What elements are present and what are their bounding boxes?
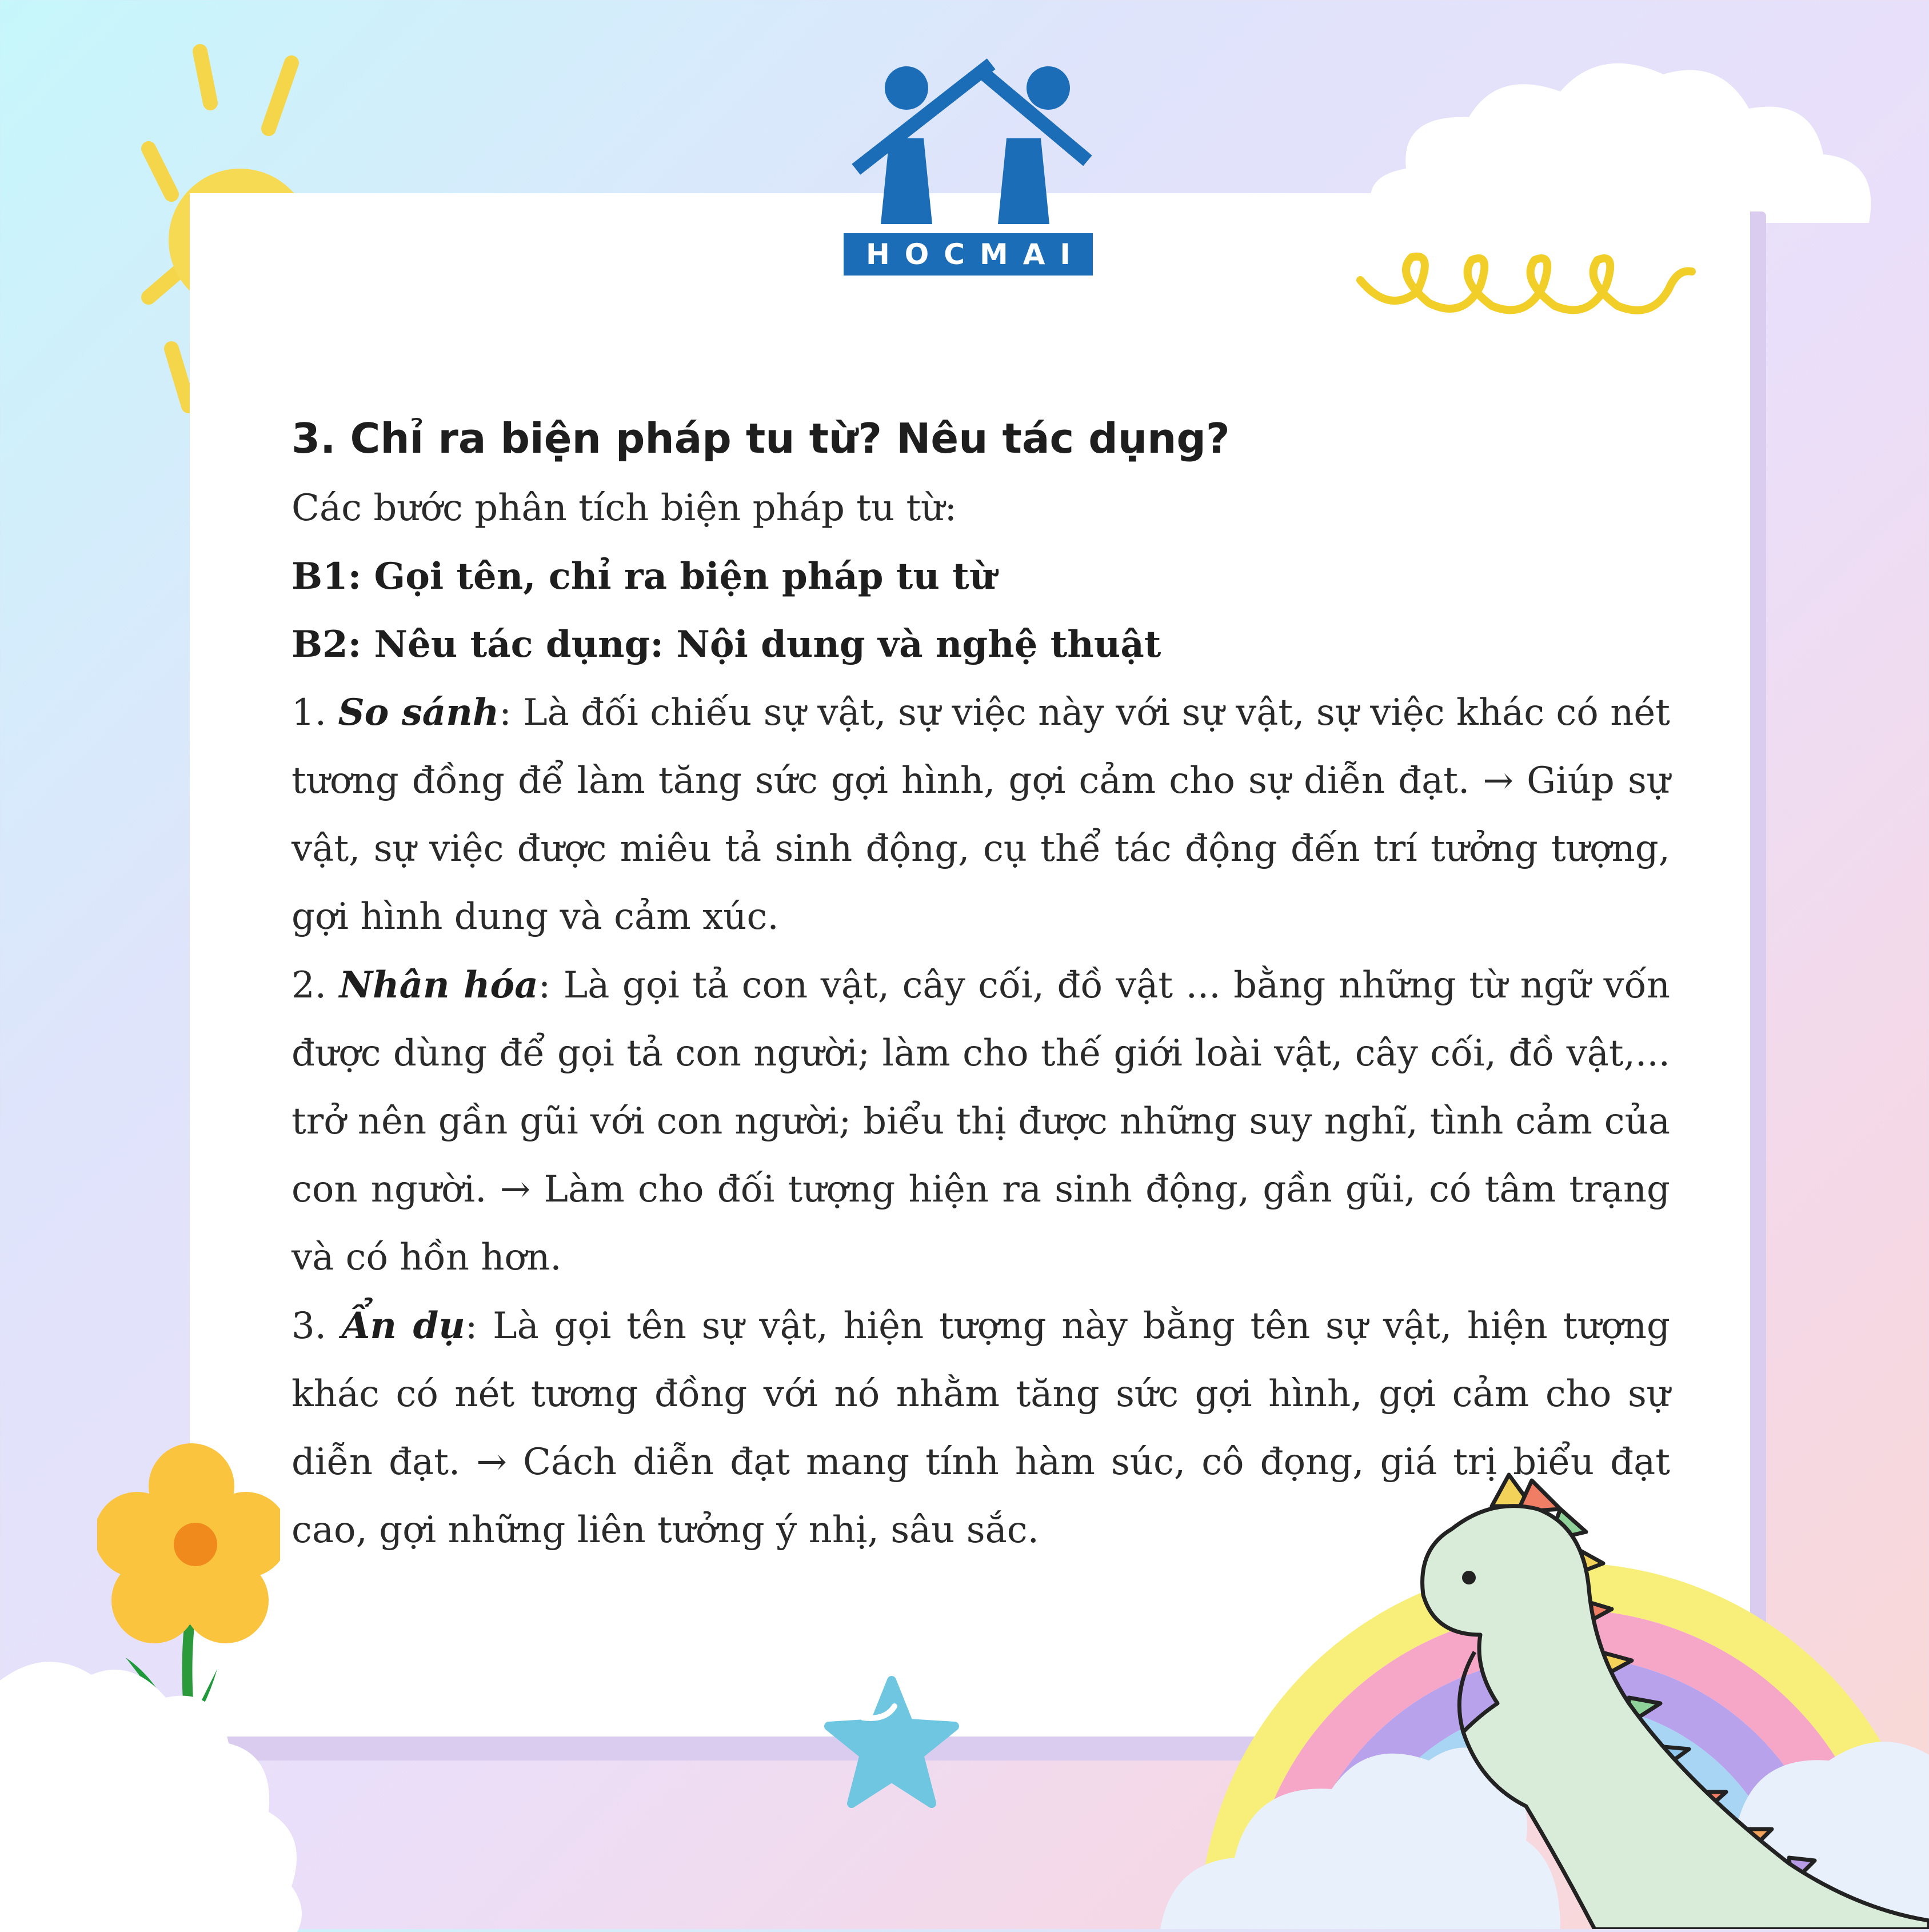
logo-text: HOCMAI <box>844 233 1093 276</box>
squiggle-icon <box>1349 240 1703 337</box>
content-area <box>291 405 1670 1564</box>
item-term: So sánh <box>338 691 500 734</box>
list-item-an-du <box>291 1292 1670 1564</box>
item-term: Ẩn dụ <box>341 1304 465 1347</box>
hocmai-figures-icon <box>844 47 1093 230</box>
hocmai-logo <box>844 47 1093 276</box>
list-item-nhan-hoa <box>291 951 1670 1292</box>
step-1: B1: Gọi tên, chỉ ra biện pháp tu từ <box>291 555 996 598</box>
list-item-so-sanh <box>291 678 1670 951</box>
star-icon <box>823 1675 960 1812</box>
item-term: Nhân hóa <box>339 964 538 1007</box>
item-number: 2. <box>291 964 327 1007</box>
item-number: 3. <box>291 1305 327 1347</box>
item-text: : Là gọi tả con vật, cây cối, đồ vật ... bằng những từ ngữ vốn được dùng để gọi tả con người; làm cho thế giới loài vật, cây cối, đồ vật,... trở nên gần gũi với con người; biểu thị được những suy nghĩ, tình cảm của con người. → Làm cho đối tượng hiện ra sinh động, gần gũi, có tâm trạng và có hồn hơn. <box>291 964 1671 1279</box>
section-heading: 3. Chỉ ra biện pháp tu từ? Nêu tác dụng? <box>291 414 1230 462</box>
cloud-icon <box>0 1646 320 1932</box>
item-number: 1. <box>291 692 327 734</box>
step-2: B2: Nêu tác dụng: Nội dung và nghệ thuật <box>291 623 1161 666</box>
item-text: : Là gọi tên sự vật, hiện tượng này bằng tên sự vật, hiện tượng khác có nét tương đồng với nó nhằm tăng sức gợi hình, gợi cảm cho sự diễn đạt. → Cách diễn đạt mang tính hàm súc, cô đọng, giá trị biểu đạt cao, gợi những liên tưởng ý nhị, sâu sắc. <box>291 1305 1671 1551</box>
item-text: : Là đối chiếu sự vật, sự việc này với sự vật, sự việc khác có nét tương đồng để làm tăng sức gợi hình, gợi cảm cho sự diễn đạt. → Giúp sự vật, sự việc được miêu tả sinh động, cụ thể tác động đến trí tưởng tượng, gợi hình dung và cảm xúc. <box>291 692 1670 938</box>
intro-text: Các bước phân tích biện pháp tu từ: <box>291 487 957 529</box>
